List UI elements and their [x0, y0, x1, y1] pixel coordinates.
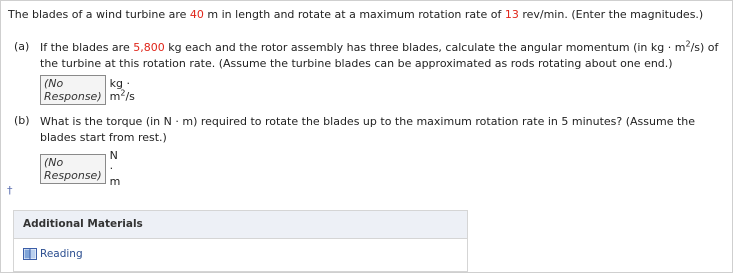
intro-text: rev/min. (Enter the magnitudes.): [518, 8, 704, 21]
book-icon: [23, 248, 37, 260]
part-a-text: kg each and the rotor assembly has three blades, calculate the angular momentum (in kg · m: [164, 41, 686, 54]
intro-text: The blades of a wind turbine are: [8, 8, 190, 21]
intro-text: m in length and rotate at a maximum rotation rate of: [203, 8, 505, 21]
superscript: 2: [685, 39, 691, 49]
part-b-question: [40, 114, 730, 146]
part-a-answer-row: [40, 75, 135, 105]
unit-label-b: N · m: [109, 149, 121, 188]
additional-materials-panel: [13, 210, 468, 272]
superscript: 2: [120, 88, 126, 98]
problem-intro: [8, 8, 703, 21]
dagger-icon[interactable]: †: [7, 184, 13, 197]
reading-link[interactable]: [23, 248, 83, 260]
unit-label-a: [110, 77, 135, 103]
reading-link-label[interactable]: Reading: [40, 248, 83, 260]
part-a-text: /s) of: [690, 41, 719, 54]
part-b-answer-row: [40, 149, 120, 188]
part-b-text: What is the torque (in N · m) required to rotate the blades up to the maximum rotation rate in 5 minutes? (Assume the: [40, 115, 696, 128]
rotation-rate-value: 13: [504, 8, 519, 21]
answer-field-a[interactable]: (No Response): [40, 75, 106, 105]
unit-text: kg · m: [109, 77, 130, 103]
unit-text: /s: [125, 90, 135, 103]
part-a-text: If the blades are: [40, 41, 134, 54]
answer-field-b[interactable]: (No Response): [40, 154, 106, 184]
blade-length-value: 40: [189, 8, 204, 21]
part-b-label: (b): [14, 114, 30, 127]
blade-mass-value: 5,800: [133, 41, 165, 54]
part-a-question: [40, 40, 730, 72]
part-b-text: blades start from rest.): [40, 131, 167, 144]
additional-materials-header: Additional Materials: [14, 211, 467, 239]
part-a-text: the turbine at this rotation rate. (Assume the turbine blades can be approximated as rods rotating about one end.): [40, 57, 673, 70]
part-a-label: (a): [14, 40, 30, 53]
